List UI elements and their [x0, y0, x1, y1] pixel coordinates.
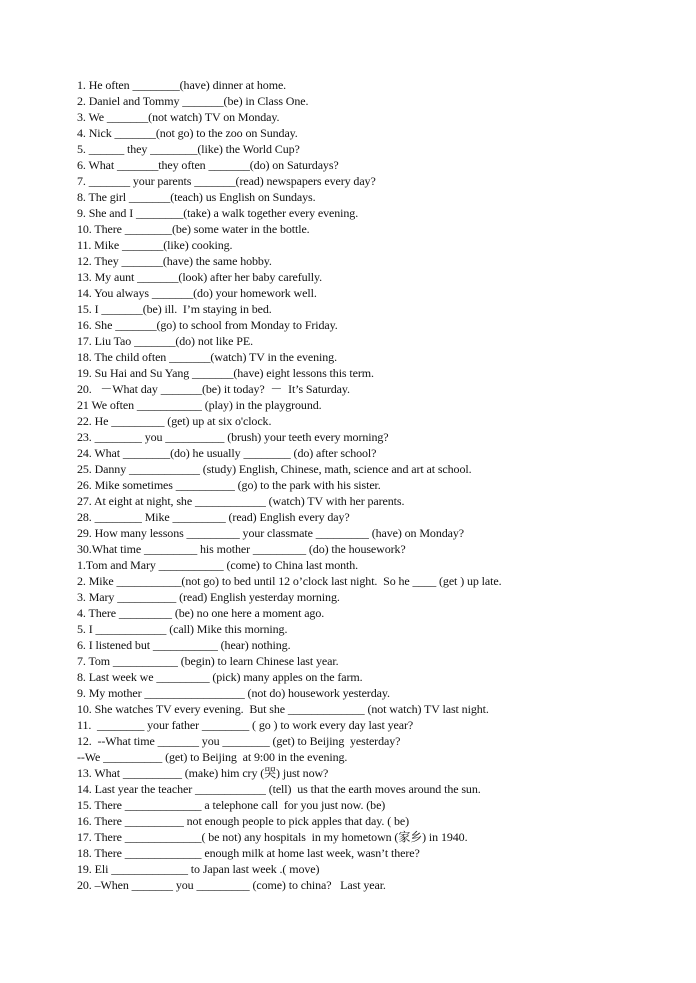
exercise-line: 4. There _________ (be) no one here a moment ago.: [77, 606, 325, 620]
exercise-line: 8. Last week we _________ (pick) many apples on the farm.: [77, 670, 363, 684]
exercise-line: 14. You always _______(do) your homework well.: [77, 286, 317, 300]
exercise-line: 7. Tom ___________ (begin) to learn Chinese last year.: [77, 654, 339, 668]
exercise-line: 20. –When _______ you _________ (come) to china? Last year.: [77, 878, 386, 892]
exercise-line: 21 We often ___________ (play) in the playground.: [77, 398, 322, 412]
exercise-line: 11. Mike _______(like) cooking.: [77, 238, 233, 252]
exercise-line: 19. Eli _____________ to Japan last week .( move): [77, 862, 320, 876]
exercise-line: 7. _______ your parents _______(read) newspapers every day?: [77, 174, 376, 188]
exercise-line: 6. What _______they often _______(do) on Saturdays?: [77, 158, 339, 172]
exercise-line: 14. Last year the teacher ____________ (tell) us that the earth moves around the sun.: [77, 782, 481, 796]
exercise-line: 30.What time _________ his mother _________ (do) the housework?: [77, 542, 406, 556]
exercise-line: 5. ______ they ________(like) the World Cup?: [77, 142, 300, 156]
exercise-list: [77, 77, 677, 893]
exercise-line: 13. What __________ (make) him cry (哭) just now?: [77, 766, 329, 780]
exercise-line: 2. Daniel and Tommy _______(be) in Class One.: [77, 94, 309, 108]
exercise-line: 1. He often ________(have) dinner at home.: [77, 78, 287, 92]
exercise-line: 27. At eight at night, she ____________ (watch) TV with her parents.: [77, 494, 405, 508]
exercise-line: 5. I ____________ (call) Mike this morning.: [77, 622, 288, 636]
exercise-line: 11. ________ your father ________ ( go ) to work every day last year?: [77, 718, 414, 732]
exercise-line: 29. How many lessons _________ your classmate _________ (have) on Monday?: [77, 526, 464, 540]
exercise-line: 12. They _______(have) the same hobby.: [77, 254, 272, 268]
exercise-line: 2. Mike ___________(not go) to bed until 12 o’clock last night. So he ____ (get ) up late.: [77, 574, 502, 588]
exercise-line: 16. She _______(go) to school from Monday to Friday.: [77, 318, 338, 332]
exercise-line: 16. There __________ not enough people to pick apples that day. ( be): [77, 814, 410, 828]
exercise-line: 17. Liu Tao _______(do) not like PE.: [77, 334, 253, 348]
exercise-line: 3. Mary __________ (read) English yesterday morning.: [77, 590, 340, 604]
exercise-line: 12. --What time _______ you ________ (get) to Beijing yesterday?: [77, 734, 401, 748]
exercise-line: 15. I _______(be) ill. I’m staying in bed.: [77, 302, 272, 316]
exercise-line: 10. There ________(be) some water in the bottle.: [77, 222, 310, 236]
exercise-line: 19. Su Hai and Su Yang _______(have) eight lessons this term.: [77, 366, 374, 380]
exercise-line: 6. I listened but ___________ (hear) nothing.: [77, 638, 291, 652]
exercise-line: 9. My mother _________________ (not do) housework yesterday.: [77, 686, 390, 700]
exercise-line: 20. －What day _______(be) it today? － It’s Saturday.: [77, 382, 350, 396]
exercise-line: 22. He _________ (get) up at six o'clock.: [77, 414, 272, 428]
exercise-line: 13. My aunt _______(look) after her baby carefully.: [77, 270, 323, 284]
exercise-line: 9. She and I ________(take) a walk together every evening.: [77, 206, 359, 220]
exercise-line: 10. She watches TV every evening. But she _____________ (not watch) TV last night.: [77, 702, 489, 716]
exercise-line: 8. The girl _______(teach) us English on Sundays.: [77, 190, 316, 204]
exercise-line: 4. Nick _______(not go) to the zoo on Sunday.: [77, 126, 298, 140]
exercise-line: 18. The child often _______(watch) TV in the evening.: [77, 350, 337, 364]
exercise-line: 24. What ________(do) he usually ________ (do) after school?: [77, 446, 377, 460]
exercise-line: 3. We _______(not watch) TV on Monday.: [77, 110, 280, 124]
exercise-line: 23. ________ you __________ (brush) your teeth every morning?: [77, 430, 389, 444]
exercise-line: 26. Mike sometimes __________ (go) to the park with his sister.: [77, 478, 381, 492]
exercise-line: 28. ________ Mike _________ (read) English every day?: [77, 510, 350, 524]
exercise-line: 1.Tom and Mary ___________ (come) to China last month.: [77, 558, 359, 572]
exercise-line: 15. There _____________ a telephone call for you just now. (be): [77, 798, 386, 812]
exercise-line: 18. There _____________ enough milk at home last week, wasn’t there?: [77, 846, 420, 860]
exercise-line: 17. There _____________( be not) any hospitals in my hometown (家乡) in 1940.: [77, 830, 468, 844]
exercise-line: --We __________ (get) to Beijing at 9:00 in the evening.: [77, 750, 348, 764]
exercise-line: 25. Danny ____________ (study) English, Chinese, math, science and art at school.: [77, 462, 472, 476]
